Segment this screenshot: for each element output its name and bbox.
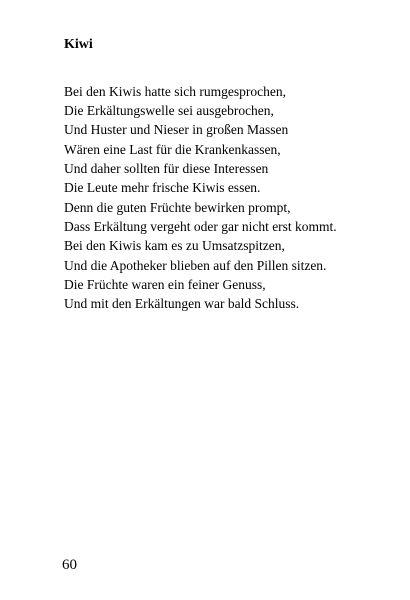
poem-line: Wären eine Last für die Krankenkassen, <box>64 141 281 157</box>
poem-line: Bei den Kiwis kam es zu Umsatzspitzen, <box>64 238 285 254</box>
stanza-1 <box>64 82 288 197</box>
poem-line: Die Leute mehr frische Kiwis essen. <box>64 180 261 196</box>
poem-line: Die Erkältungswelle sei ausgebrochen, <box>64 103 274 119</box>
poem-line: Bei den Kiwis hatte sich rumgesprochen, <box>64 84 286 99</box>
poem-line: Und Huster und Nieser in großen Massen <box>64 122 289 138</box>
stanza-2 <box>64 198 337 313</box>
poem-line: Und die Apotheker blieben auf den Pillen sitzen. <box>64 257 327 273</box>
poem-line: Dass Erkältung vergeht oder gar nicht erst kommt. <box>64 219 337 235</box>
poem-line: Denn die guten Früchte bewirken prompt, <box>64 200 291 215</box>
page-number: 60 <box>62 557 77 573</box>
poem-title: Kiwi <box>64 37 93 52</box>
poem-line: Die Früchte waren ein feiner Genuss, <box>64 276 266 292</box>
poem-line: Und mit den Erkältungen war bald Schluss. <box>64 296 300 312</box>
poem-line: Und daher sollten für diese Interessen <box>64 160 269 176</box>
